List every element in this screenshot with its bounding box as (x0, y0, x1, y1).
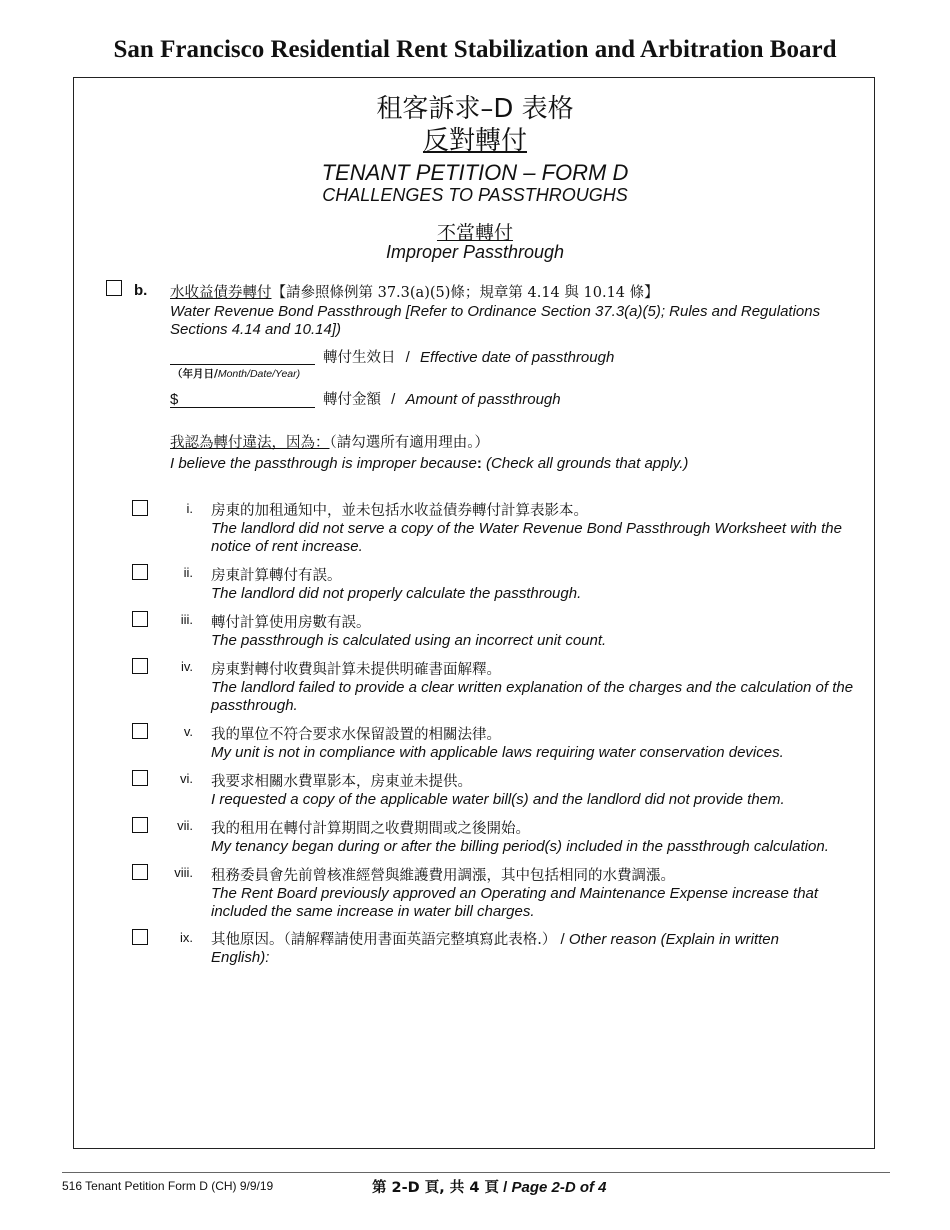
amount-dollar-sign: $ (170, 391, 179, 408)
reason-checkbox[interactable] (132, 864, 148, 880)
reason-text-en: My tenancy began during or after the billing period(s) included in the passthrough calculation. (211, 838, 829, 855)
reasons-intro-zh (170, 434, 860, 452)
reasons-intro-en (170, 455, 860, 473)
reason-text-en: The landlord failed to provide a clear written explanation of the charges and the calculation of the passthrough. (211, 679, 854, 714)
reason-text-en: The landlord did not serve a copy of the Water Revenue Bond Passthrough Worksheet with the notice of rent increase. (211, 520, 842, 555)
reason-checkbox[interactable] (132, 564, 148, 580)
reasons-intro-en-text: I believe the passthrough is improper because (170, 455, 477, 472)
reason-item (211, 567, 871, 603)
page-number-en: Page 2-D of 4 (511, 1179, 607, 1196)
section-b-checkbox[interactable] (106, 280, 122, 296)
reason-item (211, 502, 871, 556)
effective-date-input[interactable] (170, 348, 315, 365)
date-format-hint-en: Month/Date/Year) (217, 368, 301, 380)
reason-checkbox[interactable] (132, 611, 148, 627)
reason-item (211, 773, 871, 809)
reason-numeral: v. (183, 724, 193, 739)
separator: / (391, 391, 396, 408)
reason-numeral: iv. (180, 659, 193, 674)
reason-text-en: The Rent Board previously approved an Operating and Maintenance Expense increase that included the same increase in water bill charges. (211, 885, 819, 920)
amount-label-zh: 轉付金額 (323, 392, 381, 408)
section-heading-zh: 不當轉付 (436, 222, 513, 244)
board-name: San Francisco Residential Rent Stabilization and Arbitration Board (113, 36, 837, 63)
reason-text-zh: 我要求相關水費單影本，房東並未提供。 (211, 774, 472, 790)
reason-text-zh: 房東計算轉付有誤。 (211, 568, 342, 584)
reason-text-en: I requested a copy of the applicable water bill(s) and the landlord did not provide them. (211, 791, 785, 808)
reason-text-zh: 房東的加租通知中，並未包括水收益債券轉付計算表影本。 (211, 503, 588, 519)
form-title-en: TENANT PETITION – FORM D (321, 160, 629, 185)
reason-checkbox[interactable] (132, 817, 148, 833)
reasons-hint-zh: （請勾選所有適用理由。） (329, 435, 489, 451)
reason-item (211, 820, 871, 856)
separator: / (556, 931, 569, 948)
reason-text-zh: 房東對轉付收費與計算未提供明確書面解釋。 (211, 662, 501, 678)
effective-date-label-en: Effective date of passthrough (420, 349, 615, 366)
reason-item (211, 867, 871, 921)
reason-text-en: My unit is not in compliance with applicable laws requiring water conservation devices. (211, 744, 784, 761)
effective-date-label (323, 349, 614, 367)
reason-item (211, 661, 871, 715)
other-reason-text-en: Other reason (Explain in written English): (211, 931, 779, 966)
form-subtitle-en: CHALLENGES TO PASSTHROUGHS (322, 185, 628, 205)
section-b-reference-zh: 【請參照條例第 37.3(a)(5)條；規章第 4.14 與 10.14 條】 (271, 285, 659, 301)
reason-text-en: The landlord did not properly calculate the passthrough. (211, 585, 582, 602)
other-reason-checkbox[interactable] (132, 929, 148, 945)
reason-item (211, 726, 871, 762)
reason-text-zh: 租務委員會先前曾核准經營與維護費用調漲，其中包括相同的水費調漲。 (211, 868, 675, 884)
amount-label (323, 391, 561, 409)
page-number-zh: 第 2-D 頁, 共 4 頁 (372, 1180, 499, 1196)
other-reason-numeral: ix. (180, 930, 193, 945)
reason-text-zh: 我的租用在轉付計算期間之收費期間或之後開始。 (211, 821, 530, 837)
footer-rule (62, 1172, 890, 1173)
other-reason-text-zh: 其他原因。（請解釋請使用書面英語完整填寫此表格.） (211, 932, 557, 948)
page-number (372, 1176, 607, 1197)
section-b-title-en: Water Revenue Bond Passthrough [Refer to Ordinance Section 37.3(a)(5); Rules and Regulations Sections 4.14 and 10.14]) (170, 303, 821, 338)
date-format-hint-zh: （年月日/ (172, 368, 218, 380)
amount-label-en: Amount of passthrough (405, 391, 561, 408)
other-reason-item (211, 931, 831, 967)
reasons-hint-en: (Check all grounds that apply.) (481, 455, 689, 472)
section-b-title-zh: 水收益債券轉付 (170, 285, 272, 301)
form-title-zh: 租客訴求–D 表格 (376, 94, 574, 124)
reason-checkbox[interactable] (132, 723, 148, 739)
effective-date-label-zh: 轉付生效日 (323, 350, 396, 366)
reasons-intro-en-colon: : (476, 455, 482, 472)
footer-form-code: 516 Tenant Petition Form D (CH) 9/9/19 (62, 1179, 274, 1193)
section-b-letter: b. (134, 282, 148, 299)
date-format-hint (172, 368, 300, 381)
reason-checkbox[interactable] (132, 770, 148, 786)
other-reason-explanation-area[interactable] (211, 972, 861, 1142)
reason-item (211, 614, 871, 650)
section-b-title-zh-line (170, 284, 860, 302)
separator: / (498, 1179, 512, 1196)
reason-numeral: i. (186, 501, 193, 516)
reason-checkbox[interactable] (132, 500, 148, 516)
reason-numeral: vi. (180, 771, 193, 786)
reason-text-zh: 轉付計算使用房數有誤。 (211, 615, 371, 631)
reason-numeral: vii. (177, 818, 193, 833)
reason-text-zh: 我的單位不符合要求水保留設置的相關法律。 (211, 727, 501, 743)
reason-text-en: The passthrough is calculated using an incorrect unit count. (211, 632, 607, 649)
reason-numeral: viii. (174, 865, 193, 880)
reason-numeral: ii. (183, 565, 193, 580)
amount-input[interactable] (170, 391, 315, 408)
reasons-intro-zh-text: 我認為轉付違法，因為： (170, 435, 330, 451)
section-heading-en: Improper Passthrough (385, 242, 565, 262)
reason-checkbox[interactable] (132, 658, 148, 674)
separator: / (405, 349, 410, 366)
form-subtitle-zh: 反對轉付 (422, 126, 527, 156)
reason-numeral: iii. (180, 612, 193, 627)
